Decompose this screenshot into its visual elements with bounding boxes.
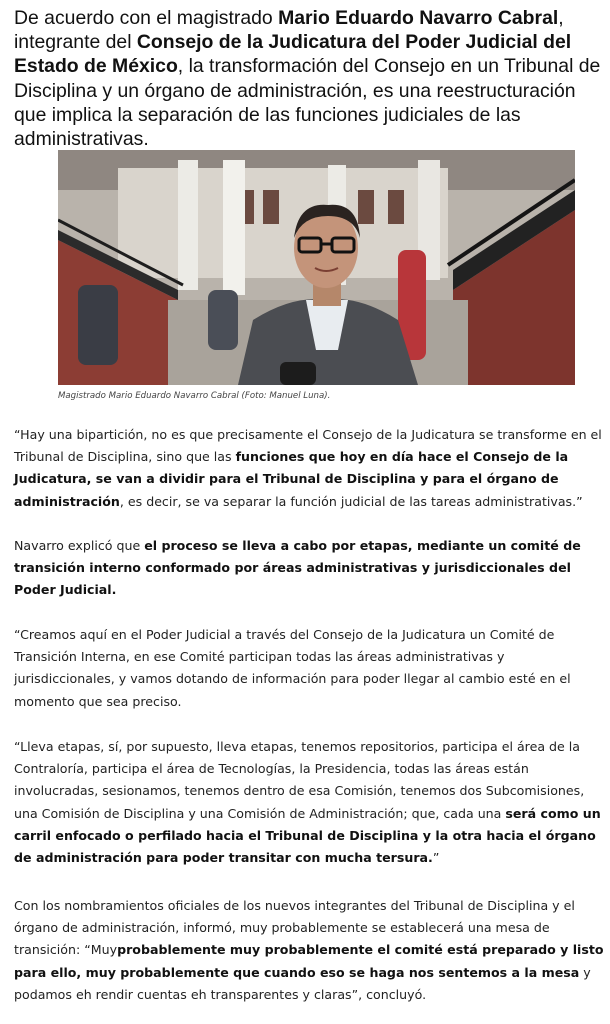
p2-text-1: Navarro explicó que bbox=[14, 538, 145, 553]
quote-paragraph-1 bbox=[14, 424, 606, 513]
quote-paragraph-3 bbox=[14, 624, 606, 713]
body-paragraph-2 bbox=[14, 535, 606, 602]
body-paragraph-5 bbox=[14, 895, 606, 1006]
quote-paragraph-4 bbox=[14, 736, 606, 869]
magistrate-name: Mario Eduardo Navarro Cabral bbox=[278, 7, 559, 29]
lead-paragraph bbox=[14, 6, 606, 151]
p2-bold-1: el proceso se lleva a cabo por etapas, mediante un comité de transición interno conformado por áreas administrativas y jurisdiccionales del Poder Judicial. bbox=[14, 538, 581, 598]
photo-caption: Magistrado Mario Eduardo Navarro Cabral (Foto: Manuel Luna). bbox=[58, 391, 331, 401]
p4-bold-1: será como un carril enfocado o perfilado hacia el Tribunal de Disciplina y la otra hacia el órgano de administración para poder transitar con mucha tersura. bbox=[14, 805, 601, 866]
p3-text-1: “Creamos aquí en el Poder Judicial a través del Consejo de la Judicatura un Comité de Transición Interna, en ese Comité participan todas las áreas administrativas y jurisdiccionales, y vamos dotando de información para poder llegar al cambio esté en el momento que sea preciso. bbox=[14, 627, 571, 709]
p1-text-1: “Hay una bipartición, no es que precisamente el Consejo de la Judicatura se transforme en el Tribunal de Disciplina, sino que las bbox=[14, 427, 602, 465]
magistrate-photo-illustration bbox=[58, 150, 575, 385]
p4-text-1: “Lleva etapas, sí, por supuesto, lleva etapas, tenemos repositorios, participa el área de la Contraloría, participa el área de Tecnologías, la Presidencia, todas las áreas están involucradas, sesionamos, tenemos dentro de esa Comisión, tenemos dos Subcomisiones, una Comisión de Disciplina y una Comisión de Administración; que, cada una bbox=[14, 739, 585, 821]
lead-text-1: De acuerdo con el magistrado bbox=[14, 7, 279, 29]
lead-text-3: , la transformación del Consejo en un Tribunal de Disciplina y un órgano de administración, es una reestructuración que implica la separación de las funciones judiciales de las administrativas. bbox=[14, 55, 601, 151]
p1-bold-1: funciones que hoy en día hace el Consejo de la Judicatura, se van a dividir para el Tribunal de Disciplina y para el órgano de administración bbox=[14, 449, 569, 509]
council-name: Consejo de la Judicatura del Poder Judicial del Estado de México bbox=[14, 31, 572, 78]
lead-text-2: , integrante del bbox=[14, 7, 564, 54]
article-photo bbox=[58, 150, 575, 385]
p5-text-1: Con los nombramientos oficiales de los nuevos integrantes del Tribunal de Disciplina y el órgano de administración, informó, muy probablemente se establecerá una mesa de transición: “Muy bbox=[14, 898, 575, 958]
p4-text-2: ” bbox=[432, 850, 440, 866]
p1-text-2: , es decir, se va separar la función judicial de las tareas administrativas.” bbox=[119, 493, 583, 509]
p5-text-2: y podamos eh rendir cuentas eh transparentes y claras”, concluyó. bbox=[14, 964, 591, 1002]
p5-bold-1: probablemente muy probablemente el comité está preparado y listo para ello, muy probablemente que cuando eso se haga nos sentemos a la mesa bbox=[14, 942, 604, 980]
